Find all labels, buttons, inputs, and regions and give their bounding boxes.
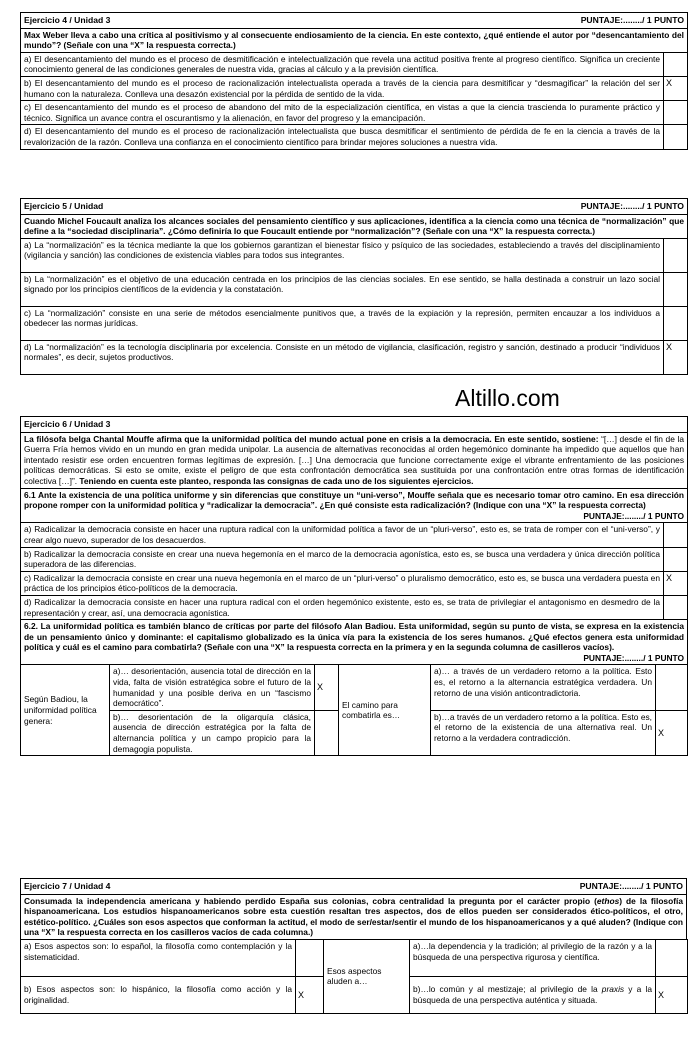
option-c: c) El desencantamiento del mundo es el proceso de abandono del mito de la especialización científica, en vistas a que la ciencia trascienda lo puramente práctico y técnico. Significa un avance contra el oscurantismo y la alienación, en favor del progreso y la emancipación. [21, 101, 664, 125]
answer-box-b[interactable] [664, 272, 688, 306]
option-a: a) Radicalizar la democracia consiste en hacer una ruptura radical con la uniformidad política a favor de un “pluri-verso”, esto es, se trata de romper con el “uni-verso”, y crear algo nuevo, superador de los desacuerdos. [21, 523, 664, 547]
path-label: El camino para combatirla es… [339, 665, 431, 756]
option-b: b) Radicalizar la democracia consiste en crear una nueva hegemonía en el marco de la democracia agonística, esto es, se busca una verdadera y única dirección política superadora de las diferencias. [21, 547, 664, 571]
refers-box-a[interactable] [656, 939, 688, 976]
exercise-title: Ejercicio 6 / Unidad 3 [24, 419, 111, 429]
question-6-2-text: 6.2. La uniformidad política es también blanco de críticas por parte del filósofo Alan Badiou. Esta uniformidad, según su punto de vista, se expresa en la existencia de un pensamiento único y dominante: el capitalismo globalizado es la única vía para la existencia de los seres humanos. ¿Qué efectos genera esta uniformidad política y cuál es el camino para combatirla? (Señale con una “X” la respuesta correcta en la primera y en la segunda columna de casilleros vacíos). [24, 621, 685, 653]
path-b: b)…a través de un verdadero retorno a la política. Esto es, el retorno de la existencia de una alternativa real. Un retorno a la verdadera contradicción. [431, 710, 656, 755]
refers-a: a)…la dependencia y la tradición; al privilegio de la razón y a la búsqueda de una perspectiva rigurosa y científica. [410, 939, 656, 976]
score-label: PUNTAJE:......../ 1 PUNTO [583, 510, 685, 521]
answer-box-a[interactable] [664, 523, 688, 547]
refers-label: Esos aspectos aluden a… [324, 939, 410, 1013]
path-a: a)… a través de un verdadero retorno a la política. Esto es, el retorno a la alternancia estratégica verdadera. Un retorno de una visión anticontradictoria. [431, 665, 656, 710]
refers-b [410, 976, 656, 1013]
effects-label: Según Badiou, la uniformidad política genera: [21, 665, 110, 756]
question: Max Weber lleva a cabo una crítica al positivismo y al consecuente endiosamiento de la ciencia. En este contexto, ¿qué entiende el autor por “desencantamiento del mundo”? (Señale con una “X” la respuesta correcta.) [21, 28, 688, 52]
option-d: d) El desencantamiento del mundo es el proceso de racionalización intelectualista que busca desmitificar el sentimiento de pérdida de fe en la ciencia a través de la revalorización de la razón. Conlleva una confianza en el conocimiento científico para brindar mejores soluciones a nuestra vida. [21, 125, 664, 149]
exercise-5-header [21, 199, 688, 215]
answer-box-d[interactable] [664, 125, 688, 149]
option-a: a) El desencantamiento del mundo es el proceso de desmitificación e intelectualización que revela una actitud positiva frente al progreso científico. Significa un creciente conocimiento general de las condiciones generales de nuestra vida, gracias al cálculo y a la previsión científica. [21, 52, 664, 76]
answer-box-c[interactable] [664, 101, 688, 125]
exercise-7 [20, 878, 687, 1014]
intro-tail: Teniendo en cuenta este planteo, responda las consignas de cada uno de los siguientes ejercicios. [77, 475, 474, 486]
option-d: d) Radicalizar la democracia consiste en hacer una ruptura radical con el orden hegemónico existente, esto es, se trata de privilegiar el antagonismo en desmedro de la representación y crear, así, una democracia agonística. [21, 595, 664, 619]
answer-box-a[interactable] [664, 52, 688, 76]
answer-box-c[interactable]: X [664, 571, 688, 595]
refers-b-emphasis: praxis [601, 984, 625, 995]
question-emphasis: ethos [596, 895, 620, 906]
option-b: b) El desencantamiento del mundo es el proceso de racionalización intelectualista operada a través de la ciencia para desmitificar y “desmagificar” la relación del ser humano con la naturaleza. Conlleva una desazón existencial por la pérdida de sentido de la vida. [21, 76, 664, 100]
exercise-title: Ejercicio 4 / Unidad 3 [24, 15, 111, 25]
score-label: PUNTAJE:......../ 1 PUNTO [579, 881, 683, 891]
exercise-6 [20, 416, 687, 756]
answer-box-d[interactable] [664, 595, 688, 619]
score-label: PUNTAJE:......../ 1 PUNTO [583, 652, 685, 663]
path-box-a[interactable] [656, 665, 688, 710]
option-c: c) Radicalizar la democracia consiste en crear una nueva hegemonía en el marco de un “pluri-verso” o pluralismo democrático, esto es, se busca una verdadera puesta en práctica de los principios ético-políticos de la democracia. [21, 571, 664, 595]
question-part-a: Consumada la independencia americana y habiendo perdido España sus colonias, cobra centralidad la pregunta por el carácter propio ( [24, 895, 597, 906]
intro-text [21, 432, 688, 488]
watermark: Altillo.com [455, 385, 560, 411]
exercise-title: Ejercicio 5 / Unidad [24, 201, 104, 211]
effect-a: a)… desorientación, ausencia total de dirección en la vida, falta de visión estratégica sobre el futuro de la humanidad y una posible deriva en un “fascismo democrático”. [110, 665, 315, 710]
question [21, 894, 687, 939]
option-d: d) La “normalización” es la tecnología disciplinaria por excelencia. Consiste en un método de vigilancia, clasificación, registro y sanción, destinado a producir “individuos normales”, es decir, sujetos productivos. [21, 340, 664, 374]
exercise-4 [20, 12, 687, 150]
answer-box-c[interactable] [664, 306, 688, 340]
score-label: PUNTAJE:......../ 1 PUNTO [580, 201, 684, 211]
effect-b: b)… desorientación de la oligarquía clásica, ausencia de dirección estratégica por la falta de alternancia política y un campo propicio para la demagogia populista. [110, 710, 315, 755]
exercise-6-header [21, 417, 688, 433]
exercise-7-header [21, 879, 687, 895]
aspect-box-b[interactable]: X [296, 976, 324, 1013]
intro-quote: “[…] desde el fin de la Guerra Fría hemos vivido en un mundo en gran medida unipolar. La ausencia de alternativas reconocidas al orden hegemónico dominante ha impedido que aquellos que han intentado resistir ese orden encuentren formas legítimas de expresión. […] Una democracia que funcione correctamente exige el vibrante enfrentamiento de las posiciones políticas democráticas. Si esto se omite, existe el peligro de que esta confrontación democrática sea sustituida por una confrontación entre otras formas de identificación colectiva […]”. [24, 433, 685, 486]
exercise-title: Ejercicio 7 / Unidad 4 [24, 881, 111, 891]
option-b: b) La “normalización” es el objetivo de una educación centrada en los principios de las ciencias sociales. En ese sentido, se halla destinada a construir un lazo social signado por los principios científicos de la evidencia y la constatación. [21, 272, 664, 306]
effect-box-a[interactable]: X [315, 665, 339, 710]
answer-box-d[interactable]: X [664, 340, 688, 374]
answer-box-b[interactable]: X [664, 76, 688, 100]
answer-box-b[interactable] [664, 547, 688, 571]
refers-box-b[interactable]: X [656, 976, 688, 1013]
score-label: PUNTAJE:......../ 1 PUNTO [580, 15, 685, 25]
refers-b-post: y a la búsqueda de una perspectiva auténtica y situada. [413, 984, 652, 1005]
aspect-a: a) Esos aspectos son: lo español, la filosofía como contemplación y la sistematicidad. [21, 939, 296, 976]
intro-bold: La filósofa belga Chantal Mouffe afirma que la uniformidad política del mundo actual pone en crisis a la democracia. En este sentido, sostiene: [24, 433, 599, 444]
refers-b-pre: b)…lo común y al mestizaje; al privilegio de la [413, 984, 602, 995]
path-box-b[interactable]: X [656, 710, 688, 755]
exercise-4-header [21, 13, 688, 29]
question-6-1 [21, 488, 688, 523]
question: Cuando Michel Foucault analiza los alcances sociales del pensamiento científico y sus aplicaciones, identifica a la ciencia como una técnica de “normalización” que define a la “sociedad disciplinaria”. ¿Cómo definiría lo que Foucault entiende por “normalización”? (Señale con una “X” la respuesta correcta.) [21, 214, 688, 238]
question-part-b: ) de la filosofía hispanoamericana. Los estudios hispanoamericanos sobre esta cuestión resaltan tres aspectos, dos de ellos pueden ser considerados ético-políticos, el otro, estético-político. ¿Cuáles son esos aspectos que conforman la actitud, el modo de ser/estar/sentir el mundo de los hispanoamericanos y a qué aluden? (Indique con una “X” la respuesta correcta en los casilleros vacíos de cada columna.) [24, 895, 683, 938]
option-a: a) La “normalización” es la técnica mediante la que los gobiernos garantizan el bienestar físico y psíquico de las sociedades, estableciendo a través del disciplinamiento (vigilancia y sanción) las condiciones de existencia viables para todos sus integrantes. [21, 238, 664, 272]
aspect-b: b) Esos aspectos son: lo hispánico, la filosofía como acción y la originalidad. [21, 976, 296, 1013]
answer-box-a[interactable] [664, 238, 688, 272]
exercise-5 [20, 198, 687, 375]
effect-box-b[interactable] [315, 710, 339, 755]
option-c: c) La “normalización” consiste en una serie de métodos esencialmente punitivos que, a través de la expiación y la represión, permiten encauzar a los individuos a obedecer las normas jurídicas. [21, 306, 664, 340]
question-6-2 [21, 620, 688, 665]
aspect-box-a[interactable] [296, 939, 324, 976]
question-6-1-text: 6.1 Ante la existencia de una política uniforme y sin diferencias que constituye un “uni-verso”, Mouffe señala que es necesario tomar otro camino. En esa dirección propone romper con la uniformidad política y “radicalizar la democracia”. ¿En qué consiste esta radicalización? (Indique con una “X” la respuesta correcta) [24, 489, 685, 511]
